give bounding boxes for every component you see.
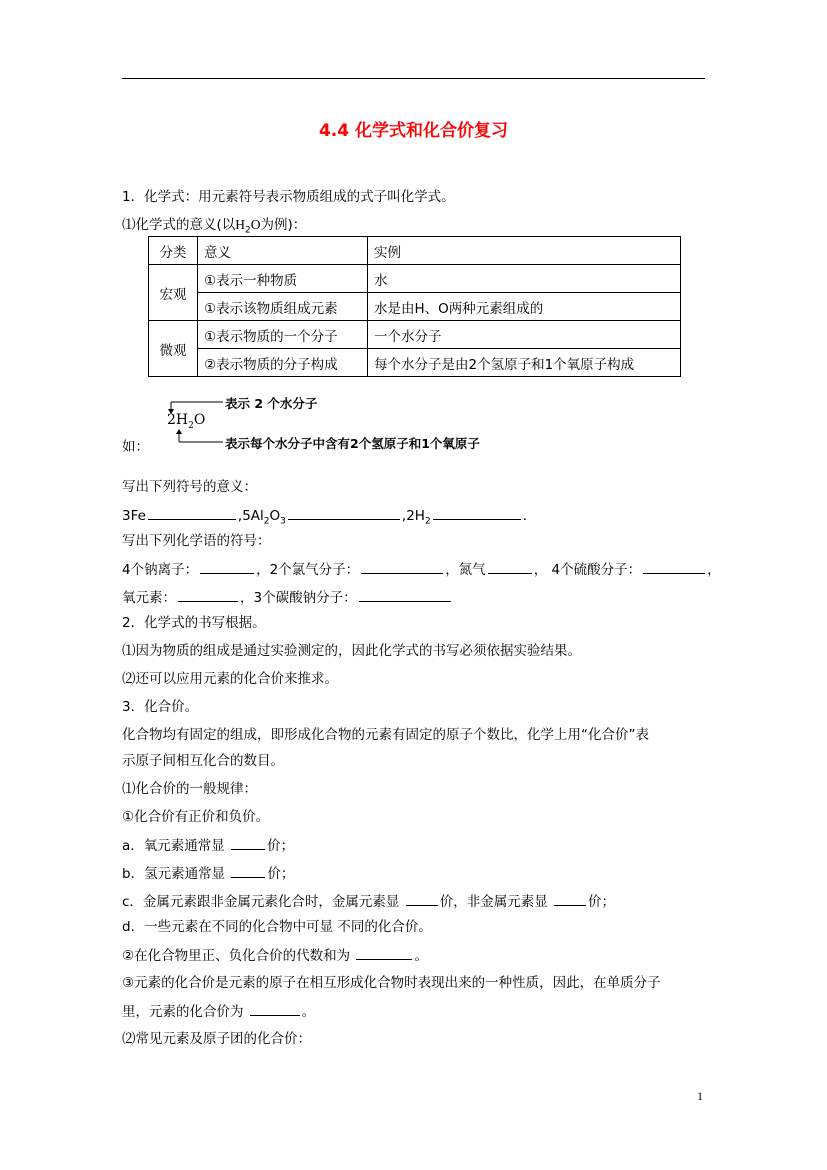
- write-meaning-prompt: 写出下列符号的意义：: [122, 479, 257, 495]
- table-header-row: [149, 237, 681, 265]
- symbol-meaning-line: 3Fe $,5Al_2O_3$ $,2H_2$ .: [122, 508, 527, 527]
- fill-line-1: 4个钠离子： ，2个氯气分子： ，氮气 ， 4个硫酸分子： ，: [122, 562, 721, 578]
- table-row: [149, 293, 681, 321]
- section2-heading: 2．化学式的书写根据。: [122, 615, 266, 631]
- blank-nonmetal-valence[interactable]: [554, 892, 586, 906]
- page-number: 1: [697, 1089, 703, 1103]
- table-cell: 一个水分子: [368, 321, 681, 349]
- table-cell: ①表示一种物质: [198, 265, 368, 293]
- section3-para-line2: 示原子间相互化合的数目。: [122, 753, 284, 769]
- table-row: [149, 349, 681, 377]
- section3-para-line1: 化合物均有固定的组成，即形成化合物的元素有固定的原子个数比，化学上用“化合价”表: [122, 727, 649, 743]
- blank-sodium-ions[interactable]: [200, 560, 254, 574]
- valence-rule-3-line1: ③元素的化合价是元素的原子在相互形成化合物时表现出来的一种性质，因此，在单质分子: [122, 975, 661, 991]
- valence-rule-1: ①化合价有正价和负价。: [122, 809, 270, 825]
- category-micro: 微观: [149, 321, 198, 377]
- common-valences-heading: ⑵常见元素及原子团的化合价：: [122, 1031, 311, 1047]
- table-cell: ①表示该物质组成元素: [198, 293, 368, 321]
- table-row: [149, 321, 681, 349]
- table-cell: ①表示物质的一个分子: [198, 321, 368, 349]
- blank-nitrogen[interactable]: [488, 560, 532, 574]
- table-header-cell: 意义: [198, 237, 368, 265]
- blank-chlorine-molecules[interactable]: [361, 560, 443, 574]
- h2o-formula: $2H_2O$: [167, 412, 206, 431]
- fill-line-2: 氧元素： ，3个碳酸钠分子：: [122, 588, 453, 607]
- table-cell: 水是由H、O两种元素组成的: [368, 293, 681, 321]
- blank-sulfuric-acid[interactable]: [643, 560, 705, 574]
- table-cell: 水: [368, 265, 681, 293]
- valence-rule-a: a．氧元素通常显 价；: [122, 838, 295, 854]
- formula-meaning-table: [148, 236, 681, 377]
- section1-heading: 1．化学式：用元素符号表示物质组成的式子叫化学式。: [122, 189, 455, 205]
- blank-oxygen-element[interactable]: [178, 588, 238, 602]
- blank-elemental-valence[interactable]: [250, 1002, 300, 1016]
- h2o-annotation-diagram: [165, 392, 525, 451]
- section3-heading: 3．化合价。: [122, 699, 199, 715]
- formula-meaning-intro: ⑴化学式的意义(以$H_2O$为例)：: [122, 217, 307, 236]
- table-header-cell: 分类: [149, 237, 198, 265]
- write-symbols-prompt: 写出下列化学语的符号：: [122, 533, 271, 549]
- table-cell: 每个水分子是由2个氢原子和1个氧原子构成: [368, 349, 681, 377]
- blank-hydrogen-valence[interactable]: [231, 864, 265, 878]
- header-rule: [122, 78, 705, 79]
- valence-rule-c: c．金属元素跟非金属元素化合时，金属元素显 价，非金属元素显 价；: [122, 894, 616, 910]
- example-label: 如：: [122, 439, 149, 455]
- section2-point1: ⑴因为物质的组成是通过实验测定的，因此化学式的书写必须依据实验结果。: [122, 643, 581, 659]
- valence-rule-d: d．一些元素在不同的化合物中可显 不同的化合价。: [122, 919, 432, 935]
- category-macro: 宏观: [149, 265, 198, 321]
- table-cell: ②表示物质的分子构成: [198, 349, 368, 377]
- valence-rule-2: ②在化合物里正、负化合价的代数和为 。: [122, 948, 428, 964]
- blank-oxygen-valence[interactable]: [231, 836, 265, 850]
- blank-2h2[interactable]: [433, 506, 521, 520]
- valence-rules-heading: ⑴化合价的一般规律：: [122, 781, 257, 797]
- table-header-cell: 实例: [368, 237, 681, 265]
- blank-3fe[interactable]: [148, 506, 236, 520]
- section2-point2: ⑵还可以应用元素的化合价来推求。: [122, 671, 338, 687]
- blank-algebraic-sum[interactable]: [356, 946, 412, 960]
- blank-sodium-carbonate[interactable]: [359, 588, 451, 602]
- valence-rule-b: b．氢元素通常显 价；: [122, 866, 295, 882]
- blank-metal-valence[interactable]: [406, 892, 438, 906]
- annotation-top-label: 表示 2 个水分子: [225, 396, 318, 411]
- valence-rule-3-line2: 里，元素的化合价为 。: [122, 1004, 316, 1020]
- page-title: 4.4 化学式和化合价复习: [318, 121, 509, 141]
- blank-5al2o3[interactable]: [288, 506, 400, 520]
- table-row: [149, 265, 681, 293]
- annotation-bottom-label: 表示每个水分子中含有2个氢原子和1个氧原子: [225, 436, 480, 451]
